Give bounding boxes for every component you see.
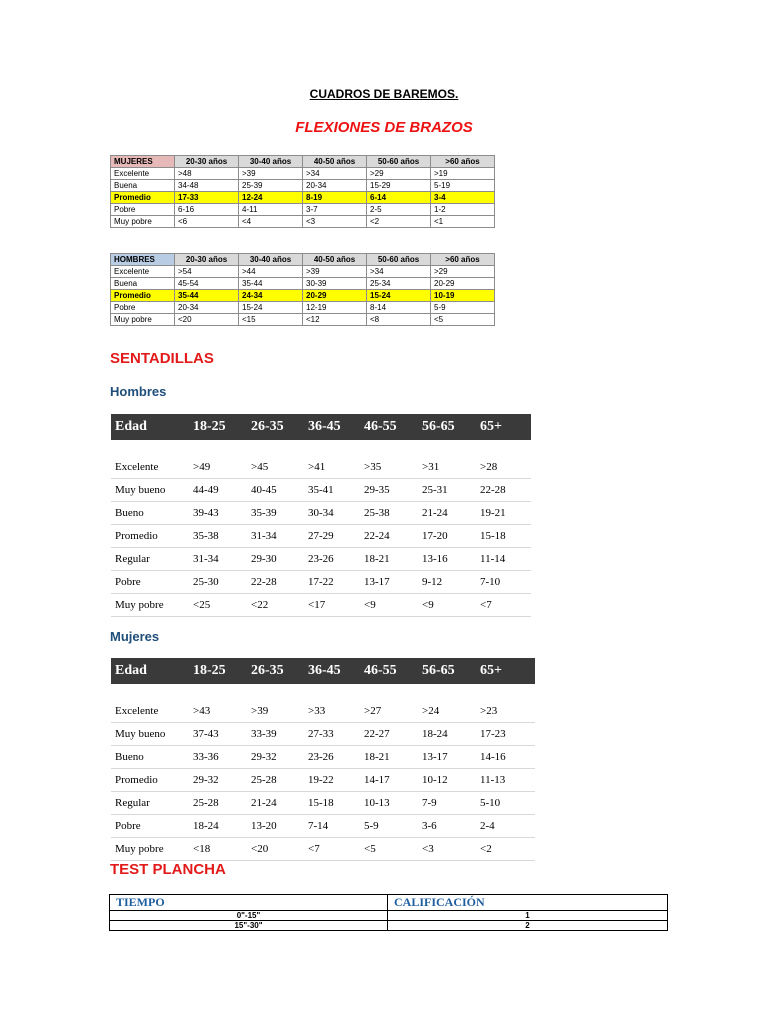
table-cell: <17 [308,599,326,611]
plancha-heading: TEST PLANCHA [110,861,226,878]
table-cell: >34 [303,168,367,180]
table-cell: 14-16 [480,751,506,763]
row-label: Pobre [111,302,175,314]
row-label: Buena [111,278,175,290]
row-label: Muy pobre [115,599,164,611]
table-cell: 25-28 [193,797,219,809]
table-cell: 6-14 [367,192,431,204]
table-cell: 22-27 [364,728,390,740]
table-cell: 3-6 [422,820,437,832]
table-cell: <8 [367,314,431,326]
table-cell: 25-39 [239,180,303,192]
table-cell: 7-14 [308,820,329,832]
row-label: Excelente [111,266,175,278]
table-cell: 22-28 [480,484,506,496]
table-row [111,278,495,290]
table-cell: 10-12 [422,774,448,786]
row-label: Promedio [111,290,175,302]
table-row [111,723,535,746]
table-header: 40-50 años [303,254,367,266]
table-cell: 1-2 [431,204,495,216]
table-header: Edad [115,419,147,434]
table-header: 46-55 [364,419,397,434]
table-cell: >23 [480,705,498,717]
table-cell: <20 [175,314,239,326]
table-cell: 18-21 [364,553,390,565]
row-label: Pobre [115,820,141,832]
table-cell: >45 [251,461,269,473]
table-cell: 33-36 [193,751,219,763]
flexiones-mujeres-table [110,155,495,228]
table-cell: <1 [431,216,495,228]
table-cell: <6 [175,216,239,228]
table-cell: 23-26 [308,553,334,565]
table-cell: >39 [239,168,303,180]
table-header: 20-30 años [175,254,239,266]
table-cell: <12 [303,314,367,326]
table-cell: 13-16 [422,553,448,565]
table-header-row [111,658,535,684]
table-cell: >24 [422,705,440,717]
table-cell: 29-35 [364,484,390,496]
table-cell: 3-4 [431,192,495,204]
table-cell: 17-20 [422,530,448,542]
page-title: CUADROS DE BAREMOS. [309,87,459,101]
row-label: Muy bueno [115,728,166,740]
table-cell: 7-10 [480,576,501,588]
row-label: Regular [115,797,150,809]
table-cell: >34 [367,266,431,278]
table-cell: 33-39 [251,728,277,740]
table-cell: 3-7 [303,204,367,216]
table-header: 26-35 [251,419,284,434]
table-cell: >31 [422,461,440,473]
row-label: Muy pobre [115,843,164,855]
table-header: Edad [115,663,147,678]
row-label: Promedio [115,774,158,786]
table-cell: >28 [480,461,498,473]
table-cell: 25-28 [251,774,277,786]
table-cell: 31-34 [251,530,277,542]
row-label: Buena [111,180,175,192]
row-label: Excelente [115,461,159,473]
row-label: Muy bueno [115,484,166,496]
table-cell: 9-12 [422,576,443,588]
table-cell: 20-34 [303,180,367,192]
table-cell: >27 [364,705,382,717]
table-cell: 15-24 [239,302,303,314]
table-header: 36-45 [308,419,341,434]
table-cell: >54 [175,266,239,278]
table-row [111,314,495,326]
table-row [111,838,535,861]
table-cell: 19-22 [308,774,334,786]
table-header: TIEMPO [110,895,388,911]
table-cell: 25-31 [422,484,448,496]
table-cell: 12-24 [239,192,303,204]
table-header: 18-25 [193,419,226,434]
table-cell: 20-34 [175,302,239,314]
table-row [111,746,535,769]
table-cell: 27-33 [308,728,334,740]
table-cell: 21-24 [251,797,277,809]
row-label: Bueno [115,507,144,519]
table-cell: 15-29 [367,180,431,192]
table-cell: 17-22 [308,576,334,588]
table-cell: 10-19 [431,290,495,302]
table-cell: 23-26 [308,751,334,763]
sentadillas-mujeres-table [111,658,535,861]
table-cell: 29-32 [193,774,219,786]
table-header: 30-40 años [239,156,303,168]
table-row [111,525,531,548]
table-cell: 30-39 [303,278,367,290]
table-cell: <22 [251,599,269,611]
table-cell: >35 [364,461,382,473]
table-row [111,216,495,228]
table-cell: 11-14 [480,553,506,565]
table-cell: 21-24 [422,507,448,519]
table-row [111,168,495,180]
table-cell: <7 [308,843,320,855]
table-cell: 39-43 [193,507,219,519]
table-cell: 37-43 [193,728,219,740]
table-cell: 44-49 [193,484,219,496]
table-row [111,502,531,525]
table-cell: 25-38 [364,507,390,519]
table-cell: 18-21 [364,751,390,763]
table-row [110,921,668,931]
table-cell: 40-45 [251,484,277,496]
table-cell: <7 [480,599,492,611]
row-label: Promedio [111,192,175,204]
table-header: 50-60 años [367,254,431,266]
table-cell: 22-24 [364,530,390,542]
row-label: Bueno [115,751,144,763]
table-cell: 27-29 [308,530,334,542]
row-label: Regular [115,553,150,565]
table-cell: >33 [308,705,326,717]
table-cell: <5 [431,314,495,326]
table-row [111,815,535,838]
table-cell: 12-19 [303,302,367,314]
table-cell: 5-9 [431,302,495,314]
table-header: 50-60 años [367,156,431,168]
table-cell: 18-24 [422,728,448,740]
table-row [111,266,495,278]
table-row [110,911,668,921]
table-cell: <18 [193,843,211,855]
table-cell: 13-17 [364,576,390,588]
table-cell: <3 [303,216,367,228]
table-cell: <9 [422,599,434,611]
table-cell: 20-29 [431,278,495,290]
flexiones-hombres-table [110,253,495,326]
table-cell: >29 [431,266,495,278]
table-row [111,456,531,479]
table-cell: 14-17 [364,774,390,786]
table-cell: 6-16 [175,204,239,216]
table-header: 56-65 [422,419,455,434]
table-cell: 29-30 [251,553,277,565]
table-cell: 1 [388,911,668,921]
table-cell: 2-5 [367,204,431,216]
table-row [111,571,531,594]
table-header: 65+ [480,663,502,678]
table-cell: 15-24 [367,290,431,302]
row-label: Excelente [111,168,175,180]
table-cell: 15-18 [480,530,506,542]
table-header: 26-35 [251,663,284,678]
row-label: Excelente [115,705,159,717]
table-cell: 10-13 [364,797,390,809]
table-cell: 22-28 [251,576,277,588]
table-cell: 13-17 [422,751,448,763]
table-cell: 35-44 [175,290,239,302]
table-row [111,180,495,192]
table-cell: >44 [239,266,303,278]
table-cell: 8-14 [367,302,431,314]
table-cell: 35-38 [193,530,219,542]
table-cell: 2-4 [480,820,495,832]
table-cell: 35-41 [308,484,334,496]
table-cell: 30-34 [308,507,334,519]
table-cell: 34-48 [175,180,239,192]
table-cell: >49 [193,461,211,473]
table-cell: 5-10 [480,797,501,809]
table-header: 36-45 [308,663,341,678]
table-header: CALIFICACIÓN [388,895,668,911]
table-header: 56-65 [422,663,455,678]
table-cell: 8-19 [303,192,367,204]
table-cell: 29-32 [251,751,277,763]
table-cell: >43 [193,705,211,717]
table-cell: 20-29 [303,290,367,302]
row-label: Promedio [115,530,158,542]
table-cell: <9 [364,599,376,611]
table-cell: 25-30 [193,576,219,588]
table-cell: 15-18 [308,797,334,809]
table-cell: <4 [239,216,303,228]
table-cell: 17-23 [480,728,506,740]
table-cell: >39 [251,705,269,717]
table-cell: 5-19 [431,180,495,192]
table-cell: 7-9 [422,797,437,809]
table-cell: >41 [308,461,326,473]
table-header: 46-55 [364,663,397,678]
table-cell: 13-20 [251,820,277,832]
table-cell: 31-34 [193,553,219,565]
table-cell: >19 [431,168,495,180]
table-cell: >48 [175,168,239,180]
table-cell: >29 [367,168,431,180]
table-row [111,769,535,792]
table-row [111,302,495,314]
table-cell: 4-11 [239,204,303,216]
table-cell: 0"-15" [110,911,388,921]
table-header-row [111,414,531,440]
table-header: 20-30 años [175,156,239,168]
table-cell: 24-34 [239,290,303,302]
table-row-highlighted [111,290,495,302]
sentadillas-hombres-table [111,414,531,617]
table-cell: <25 [193,599,211,611]
table-header: MUJERES [111,156,175,168]
table-row-highlighted [111,192,495,204]
table-row [111,792,535,815]
table-cell: 15"-30" [110,921,388,931]
row-label: Muy pobre [111,216,175,228]
table-cell: <2 [480,843,492,855]
table-cell: 45-54 [175,278,239,290]
table-cell: <20 [251,843,269,855]
table-cell: 25-34 [367,278,431,290]
sentadillas-mujeres-heading: Mujeres [110,629,160,644]
table-header: 40-50 años [303,156,367,168]
table-cell: <15 [239,314,303,326]
table-cell: 17-33 [175,192,239,204]
table-row [111,594,531,617]
table-row [111,479,531,502]
table-cell: 35-39 [251,507,277,519]
table-row [111,548,531,571]
table-header-row [110,895,668,911]
flexiones-title: FLEXIONES DE BRAZOS [295,119,473,136]
table-row [111,204,495,216]
table-cell: 5-9 [364,820,379,832]
table-cell: 35-44 [239,278,303,290]
table-cell: 2 [388,921,668,931]
table-cell: <2 [367,216,431,228]
row-label: Pobre [111,204,175,216]
row-label: Pobre [115,576,141,588]
table-header: >60 años [431,156,495,168]
table-cell: <3 [422,843,434,855]
table-header: HOMBRES [111,254,175,266]
plancha-table [109,894,668,931]
table-cell: 18-24 [193,820,219,832]
table-header: 30-40 años [239,254,303,266]
table-cell: <5 [364,843,376,855]
sentadillas-heading: SENTADILLAS [110,350,214,367]
table-cell: >39 [303,266,367,278]
table-header: >60 años [431,254,495,266]
table-cell: 11-13 [480,774,506,786]
table-header: 18-25 [193,663,226,678]
table-row [111,700,535,723]
row-label: Muy pobre [111,314,175,326]
sentadillas-hombres-heading: Hombres [110,384,167,399]
table-header: 65+ [480,419,502,434]
table-cell: 19-21 [480,507,506,519]
